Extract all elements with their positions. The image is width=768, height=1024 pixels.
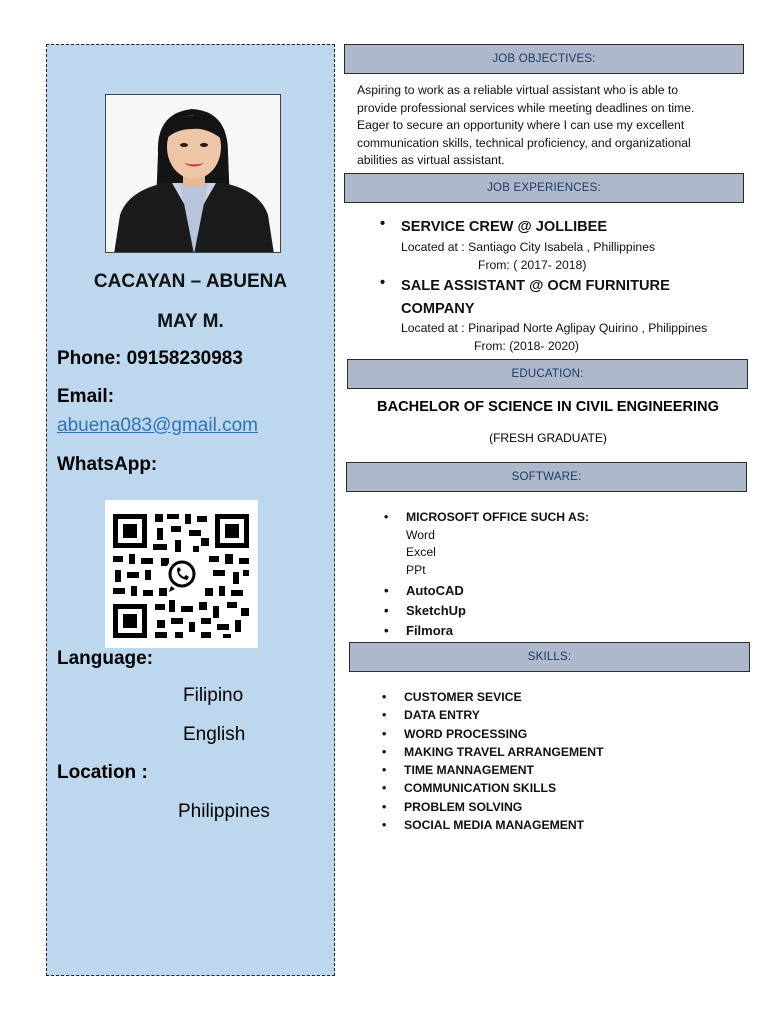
list-item: • Filmora <box>406 621 466 641</box>
bullet-icon: • <box>384 583 389 598</box>
software-list <box>384 581 466 641</box>
degree: BACHELOR OF SCIENCE IN CIVIL ENGINEERING <box>377 399 719 415</box>
job-dates: From: ( 2017- 2018) <box>478 258 587 272</box>
language-label: Language: <box>57 648 154 669</box>
bullet-icon: • <box>382 781 387 796</box>
bullet-icon: • <box>382 744 387 759</box>
job-entry-title: • SALE ASSISTANT @ OCM FURNITURE COMPANY <box>380 275 670 317</box>
list-item: • WORD PROCESSING <box>404 725 604 743</box>
skills-list <box>382 688 604 834</box>
location-label: Location : <box>57 762 148 783</box>
name-line-1: CACAYAN – ABUENA <box>93 271 288 292</box>
section-title: SKILLS: <box>527 651 572 663</box>
objective-line: Aspiring to work as a reliable virtual assistant who is able to <box>357 83 679 97</box>
job-location: Located at : Santiago City Isabela , Phillippines <box>401 240 656 254</box>
list-item: • TIME MANNAGEMENT <box>404 761 604 779</box>
profile-photo <box>105 94 281 253</box>
list-item: • MAKING TRAVEL ARRANGEMENT <box>404 743 604 761</box>
software-header <box>346 462 747 492</box>
job-objectives-header <box>344 44 744 74</box>
office-sublist <box>406 527 436 579</box>
objective-line: provide professional services while meeting deadlines on time. <box>357 100 695 115</box>
location-value: Philippines <box>178 801 270 822</box>
list-item: • CUSTOMER SEVICE <box>404 688 604 706</box>
qr-code-graphic <box>105 500 258 648</box>
list-item: • COMMUNICATION SKILLS <box>404 779 604 797</box>
office-list <box>384 510 590 524</box>
bullet-icon: • <box>380 216 386 232</box>
language-item: Filipino <box>183 685 244 706</box>
section-title: JOB EXPERIENCES: <box>487 182 601 194</box>
list-item: • SketchUp <box>406 601 466 621</box>
objective-line: Eager to secure an opportunity where I can use my excellent <box>357 118 685 133</box>
bullet-icon: • <box>380 275 386 291</box>
objective-line: communication skills, technical proficiency, and organizational <box>357 135 691 150</box>
whatsapp-qr-code[interactable] <box>105 500 258 648</box>
skills-header <box>349 642 750 672</box>
bullet-icon: • <box>382 818 387 833</box>
section-title: EDUCATION: <box>511 368 584 380</box>
email-label: Email: <box>57 386 115 407</box>
objective-paragraph <box>357 82 737 170</box>
bullet-icon: • <box>382 726 387 741</box>
job-entry-title: • SERVICE CREW @ JOLLIBEE <box>380 216 608 235</box>
bullet-icon: • <box>384 623 389 638</box>
email-link[interactable]: abuena083@gmail.com <box>57 415 258 436</box>
list-item: • SOCIAL MEDIA MANAGEMENT <box>404 816 604 834</box>
objective-line: abilities as virtual assistant. <box>357 153 505 168</box>
section-title: JOB OBJECTIVES: <box>492 53 596 65</box>
profile-photo-illustration <box>106 95 281 253</box>
list-item: • DATA ENTRY <box>404 706 604 724</box>
job-location: Located at : Pinaripad Norte Aglipay Quirino , Philippines <box>401 321 708 335</box>
list-item: • PROBLEM SOLVING <box>404 798 604 816</box>
phone: Phone: 09158230983 <box>57 348 243 369</box>
bullet-icon: • <box>382 708 387 723</box>
bullet-icon: • <box>384 603 389 618</box>
section-title: SOFTWARE: <box>511 471 582 483</box>
name-line-2: MAY M. <box>157 311 224 332</box>
job-experiences-header <box>344 173 744 203</box>
whatsapp-label: WhatsApp: <box>57 454 158 475</box>
list-item: Word <box>406 528 435 542</box>
bullet-icon: • <box>382 763 387 778</box>
list-item: Excel <box>406 545 436 560</box>
bullet-icon: • <box>384 510 389 524</box>
job-dates: From: (2018- 2020) <box>474 339 579 353</box>
list-item: • MICROSOFT OFFICE SUCH AS: <box>384 510 590 524</box>
bullet-icon: • <box>382 799 387 814</box>
language-item: English <box>183 724 246 745</box>
list-item: PPt <box>406 562 426 577</box>
profile-sidebar <box>46 44 335 976</box>
degree-note: (FRESH GRADUATE) <box>489 431 607 445</box>
list-item: • AutoCAD <box>406 581 466 601</box>
bullet-icon: • <box>382 690 387 704</box>
education-header <box>347 359 748 389</box>
